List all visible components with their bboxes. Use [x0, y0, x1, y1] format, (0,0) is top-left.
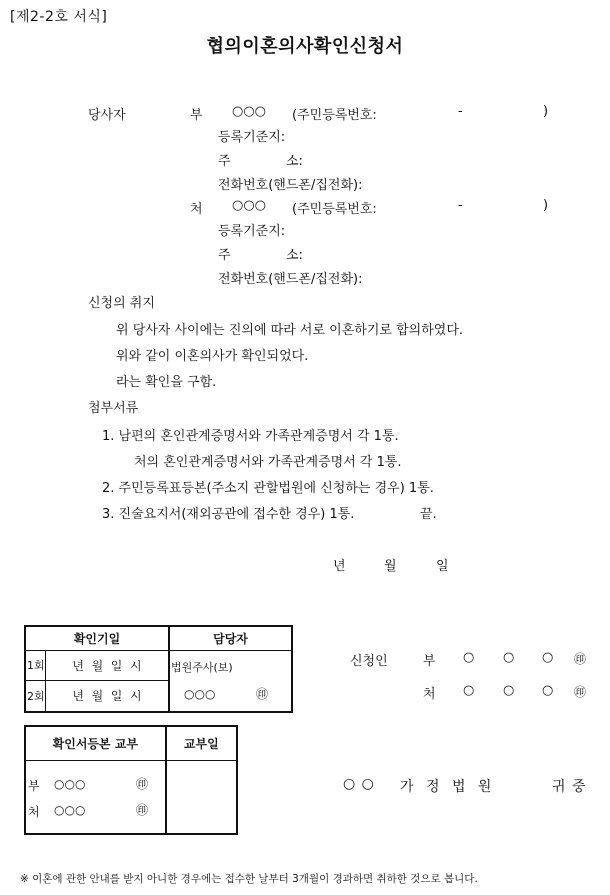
applicant-name-circle: ○ [542, 650, 554, 665]
applicant-label: 신청인 [350, 654, 388, 669]
confirm-date-field[interactable]: 년 월 일 시 [46, 650, 170, 681]
seal-icon: ㊞ [136, 802, 149, 817]
officer-name: ○○○ [184, 686, 216, 701]
applicant-name-circle: ○ [463, 683, 475, 698]
attachment-item: 처의 혼인관계증명서와 가족관계증명서 각 1통. [134, 455, 402, 470]
husband-id-close: ) [543, 104, 549, 119]
officer-cell[interactable] [169, 650, 292, 712]
husband-id-dash: - [458, 104, 463, 119]
delivery-table [24, 725, 238, 835]
confirm-date-field[interactable]: 년 월 일 시 [46, 681, 170, 712]
attachment-item: 1. 남편의 혼인관계증명서와 가족관계증명서 각 1통. [102, 429, 399, 444]
purpose-line: 위와 같이 이혼의사가 확인되었다. [116, 349, 309, 364]
wife-id-close: ) [543, 198, 549, 213]
applicant-name-circle: ○ [503, 683, 515, 698]
delivery-date-field[interactable] [166, 760, 237, 834]
wife-address-char1: 주 [218, 248, 231, 263]
attachment-item: 3. 진술요지서(재외공관에 접수한 경우) 1통. [102, 507, 355, 522]
footnote: ※ 이혼에 관한 안내를 받지 아니한 경우에는 접수한 날부터 3개월이 경과하면 취하한 것으로 봅니다. [20, 873, 478, 885]
delivery-name: ○○○ [54, 776, 86, 791]
seal-icon: ㊞ [136, 776, 149, 791]
applicant-name-circle: ○ [503, 650, 515, 665]
delivery-role: 부 [28, 778, 40, 793]
date-month: 월 [384, 559, 397, 574]
page-title: 협의이혼의사확인신청서 [206, 36, 404, 57]
court-name: 가 정 법 원 [400, 779, 492, 795]
attachment-item: 2. 주민등록표등본(주소지 관할법원에 신청하는 경우) 1통. [102, 481, 434, 496]
wife-id-dash: - [458, 198, 463, 213]
confirm-row-number: 1회 [25, 650, 46, 681]
wife-name: ○○○ [232, 198, 267, 213]
husband-address-char2: 소: [286, 154, 303, 169]
form-number: [제2-2호 서식] [10, 9, 108, 25]
confirm-date-header: 확인기일 [25, 626, 169, 650]
applicant-role: 부 [423, 654, 436, 669]
husband-id-label: (주민등록번호: [292, 108, 377, 123]
copy-delivery-header: 확인서등본 교부 [25, 726, 166, 760]
purpose-line: 위 당사자 사이에는 진의에 따라 서로 이혼하기로 합의하였다. [116, 323, 464, 338]
seal-icon: ㊞ [574, 652, 587, 666]
purpose-heading: 신청의 취지 [88, 296, 155, 311]
delivery-role: 처 [28, 804, 40, 819]
husband-phone-label: 전화번호(핸드폰/집전화): [218, 178, 363, 193]
confirmation-table [24, 625, 293, 713]
wife-role: 처 [190, 202, 203, 217]
delivery-name: ○○○ [54, 802, 86, 817]
confirm-row-number: 2회 [25, 681, 46, 712]
wife-registry-label: 등록기준지: [218, 224, 286, 239]
wife-phone-label: 전화번호(핸드폰/집전화): [218, 272, 363, 287]
applicant-name-circle: ○ [463, 650, 475, 665]
applicant-role: 처 [423, 687, 436, 702]
applicant-name-circle: ○ [542, 683, 554, 698]
purpose-line: 라는 확인을 구함. [116, 375, 217, 390]
delivery-recipients-cell[interactable] [25, 760, 166, 834]
husband-address-char1: 주 [218, 154, 231, 169]
parties-label: 당사자 [88, 108, 126, 123]
seal-icon: ㊞ [256, 686, 269, 701]
attachments-heading: 첨부서류 [88, 401, 139, 416]
date-day: 일 [436, 559, 449, 574]
officer-title: 법원주사(보) [171, 660, 233, 674]
husband-name: ○○○ [232, 104, 267, 119]
wife-id-label: (주민등록번호: [292, 202, 377, 217]
court-circles: ○ ○ [343, 776, 374, 792]
officer-header: 담당자 [169, 626, 292, 650]
wife-address-char2: 소: [286, 248, 303, 263]
husband-role: 부 [190, 108, 203, 123]
delivery-date-header: 교부일 [166, 726, 237, 760]
court-suffix: 귀 중 [552, 779, 586, 795]
attachment-end-mark: 끝. [420, 507, 437, 522]
seal-icon: ㊞ [574, 685, 587, 699]
husband-registry-label: 등록기준지: [218, 130, 286, 145]
date-year: 년 [333, 559, 346, 574]
